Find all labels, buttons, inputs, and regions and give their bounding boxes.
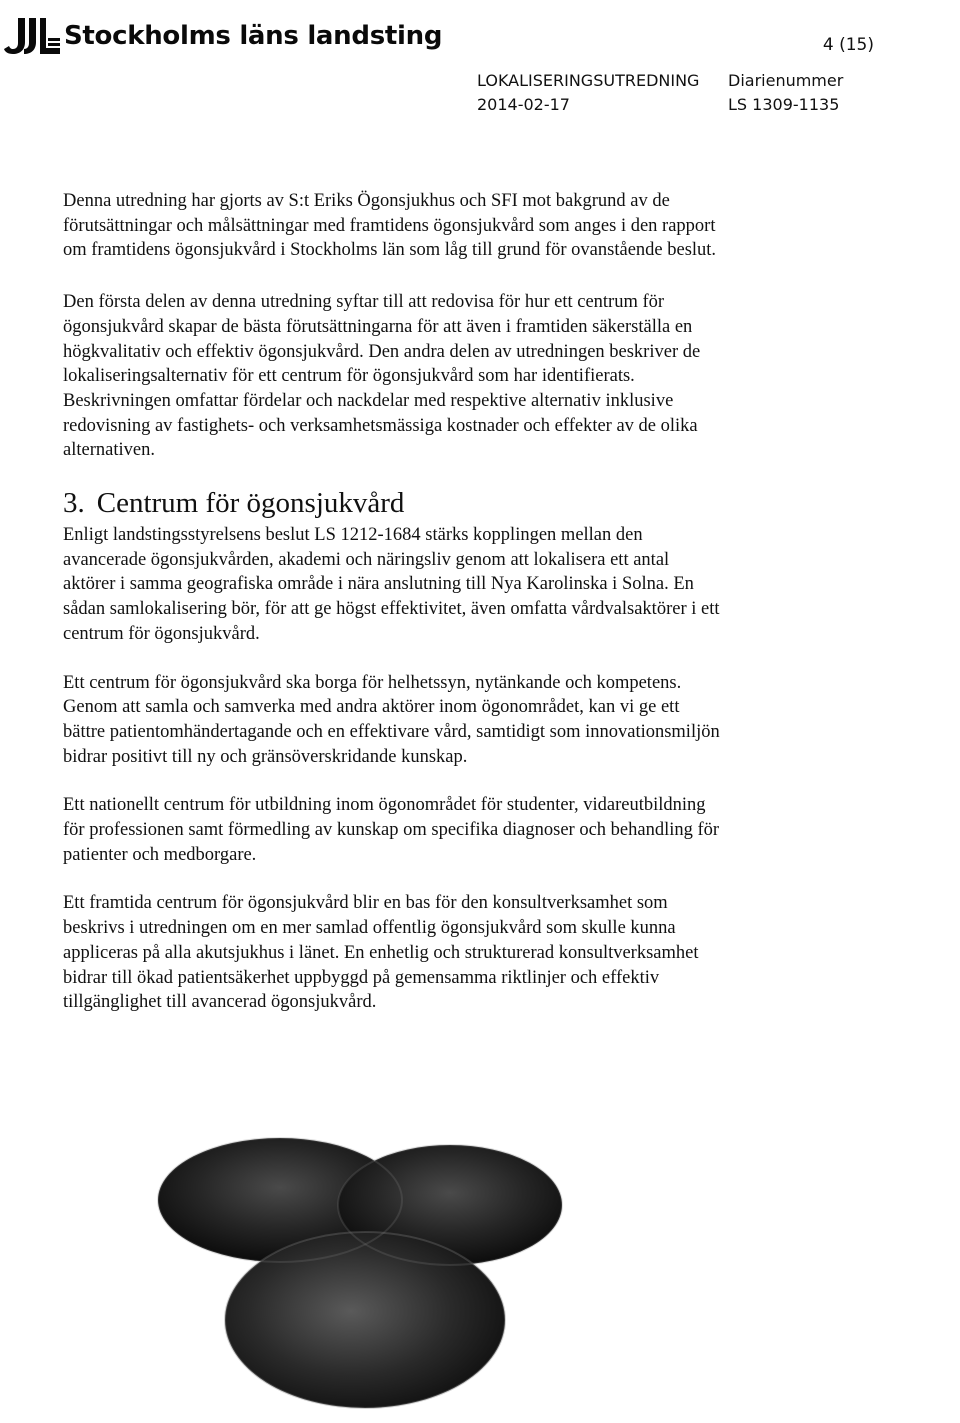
section-title: Centrum för ögonsjukvård	[96, 487, 405, 520]
doc-type: LOKALISERINGSUTREDNING	[477, 71, 700, 90]
section-number: 3.	[63, 487, 85, 520]
doc-date: 2014-02-17	[477, 95, 570, 114]
diarie-number: LS 1309-1135	[728, 95, 840, 114]
doc-meta-left	[477, 69, 699, 117]
page-number: 4 (15)	[822, 35, 874, 55]
document-header	[0, 0, 960, 120]
overlapping-discs-image	[150, 1125, 570, 1415]
paragraph: Ett framtida centrum för ögonsjukvård blir en bas för den konsultverksamhet som beskrivs i utredningen om en mer samlad offentlig ögonsjukvård som skulle kunna appliceras på alla akutsjukhus i länet. En enhetlig och strukturerad konsultverksamhet bidrar till ökad patientsäkerhet uppbyggd på gemensamma riktlinjer och effektiv tillgänglighet till avancerad ögonsjukvård.	[63, 893, 699, 1013]
org-logo	[4, 16, 442, 56]
disc-front	[225, 1232, 505, 1408]
diarie-label: Diarienummer	[728, 71, 844, 90]
sll-logo-icon	[4, 16, 62, 56]
org-name: Stockholms läns landsting	[64, 21, 443, 51]
paragraph: Ett nationellt centrum för utbildning inom ögonområdet för studenter, vidareutbildning för professionen samt förmedling av kunskap om specifika diagnoser och behandling för patienter och medborgare.	[63, 795, 720, 865]
section-heading	[63, 485, 723, 521]
document-body	[63, 189, 723, 1015]
paragraph: Den första delen av denna utredning syftar till att redovisa för hur ett centrum för ögonsjukvård skapar de bästa förutsättningarna för att även i framtiden säkerställa en högkvalitativ och effektiv ögonsjukvård. Den andra delen av utredningen beskriver de lokaliseringsalternativ för ett centrum för ögonsjukvård som har identifierats. Beskrivningen omfattar fördelar och nackdelar med respektive alternativ inklusive redovisning av fastighets- och verksamhetsmässiga kostnader och effekter av de olika alternativen.	[63, 292, 701, 461]
paragraph: Denna utredning har gjorts av S:t Eriks Ögonsjukhus och SFI mot bakgrund av de förutsättningar och målsättningar med framtidens ögonsjukvård som anges i den rapport om framtidens ögonsjukvård i Stockholms län som låg till grund för ovanstående beslut.	[63, 191, 717, 261]
paragraph: Ett centrum för ögonsjukvård ska borga för helhetssyn, nytänkande och kompetens. Genom att samla och samverka med andra aktörer inom ögonområdet, kan vi ge ett bättre patientomhändertagande och en effektivare vård, samtidigt som innovationsmiljön bidrar positivt till ny och gränsöverskridande kunskap.	[63, 672, 720, 767]
doc-meta-right	[728, 69, 843, 117]
paragraph: Enligt landstingsstyrelsens beslut LS 1212-1684 stärks kopplingen mellan den avancerade ögonsjukvården, akademi och näringsliv genom att lokalisera ett antal aktörer i samma geografiska område i nära anslutning till Nya Karolinska i Solna. En sådan samlokalisering bör, för att ge högst effektivitet, även omfatta vårdvalsaktörer i ett centrum för ögonsjukvård.	[63, 525, 720, 644]
